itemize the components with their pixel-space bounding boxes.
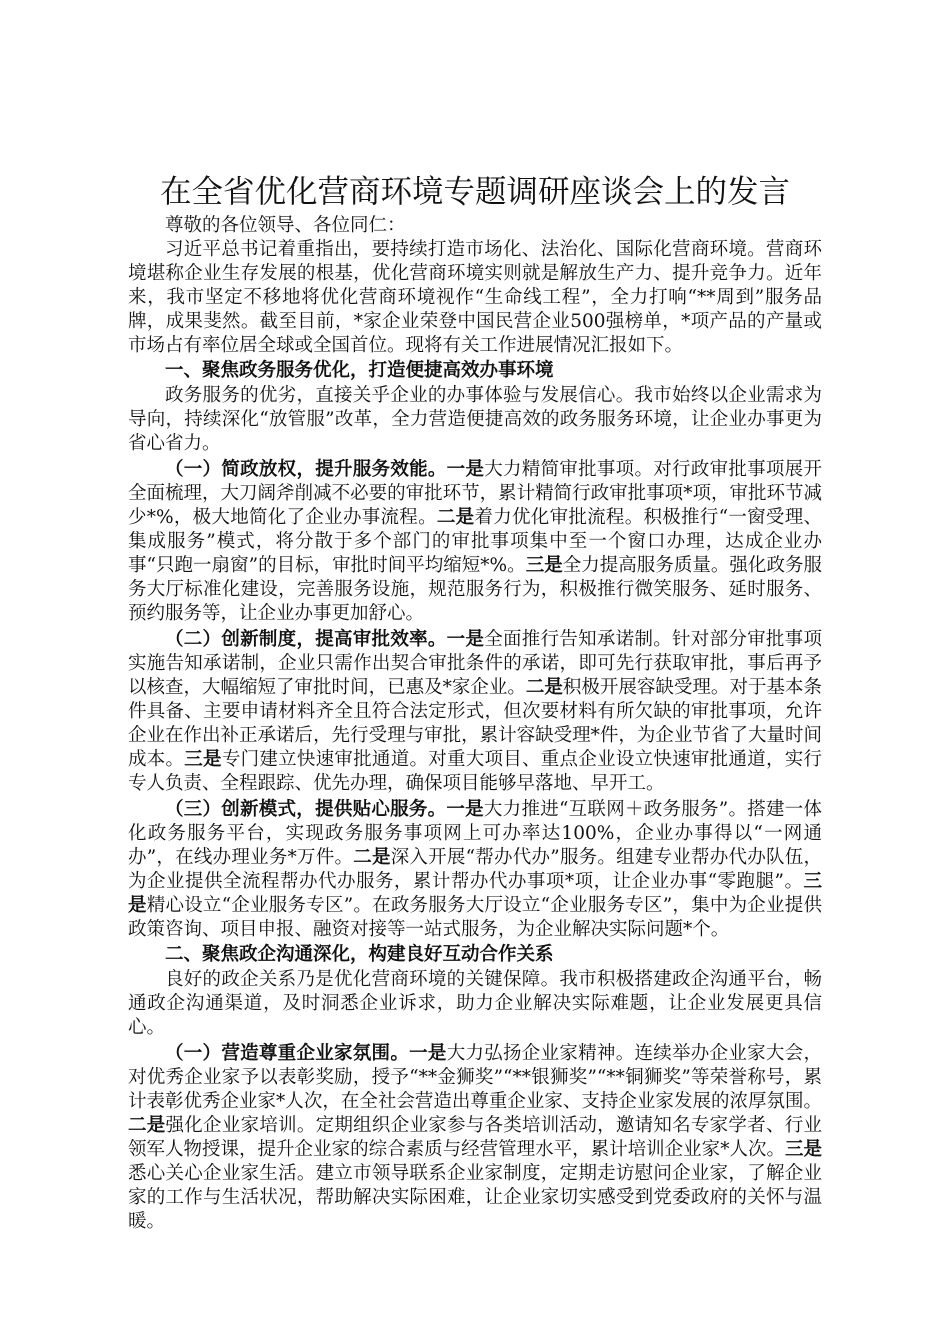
point-keyword: 二是 [525,677,563,698]
point-text: 大力弘扬企业家精神。连续举办企业家大会，对优秀企业家予以表彰奖励，授予“**金狮奖”“**银狮奖”“**铜狮奖”等荣誉称号，累计表彰优秀企业家*人次，在全社会营造出尊重企业家、支持企业家发展的浓厚氛围。 [128,1043,822,1112]
section-intro-2: 良好的政企关系乃是优化营商环境的关键保障。我市积极搭建政企沟通平台，畅通政企沟通渠道，及时洞悉企业诉求，助力企业解决实际难题，让企业发展更具信心。 [128,969,822,1038]
document-page [128,172,822,1234]
subsection-1-2 [128,628,822,796]
subsection-lead: （三）创新模式，提供贴心服务。 [165,799,447,820]
subsection-1-3 [128,798,822,942]
point-text: 全面推行告知承诺制。针对部分审批事项实施告知承诺制，企业只需作出契合审批条件的承诺，即可先行获取审批，事后再予以核查，大幅缩短了审批时间，已惠及*家企业。 [128,629,822,698]
intro-paragraph: 习近平总书记着重指出，要持续打造市场化、法治化、国际化营商环境。营商环境堪称企业生存发展的根基，优化营商环境实则就是解放生产力、提升竞争力。近年来，我市坚定不移地将优化营商环境视作“生命线工程”，全力打响“**周到”服务品牌，成果斐然。截至目前，*家企业荣登中国民营企业500强榜单，*项产品的产量或市场占有率位居全球或全国首位。现将有关工作进展情况汇报如下。 [128,239,822,356]
point-text: 全力提高服务质量。强化政务服务大厅标准化建设，完善服务设施，规范服务行为，积极推行微笑服务、延时服务、预约服务等，让企业办事更加舒心。 [128,555,822,624]
document-title: 在全省优化营商环境专题调研座谈会上的发言 [159,174,790,210]
point-keyword: 二是 [128,1115,166,1136]
point-text: 专门建立快速审批通道。对重大项目、重点企业设立快速审批通道，实行专人负责、全程跟踪、优先办理，确保项目能够早落地、早开工。 [128,749,822,794]
section-intro-1: 政务服务的优劣，直接关乎企业的办事体验与发展信心。我市始终以企业需求为导向，持续深化“放管服”改革，全力营造便捷高效的政务服务环境，让企业办事更为省心省力。 [128,385,822,454]
point-keyword: 一是 [446,629,485,650]
point-keyword: 一是 [446,459,485,480]
salutation: 尊敬的各位领导、各位同仁： [165,215,406,236]
point-text: 着力优化审批流程。积极推行“一窗受理、集成服务”模式，将分散于多个部门的审批事项集中至一个窗口办理，达成企业办事“只跑一扇窗”的目标，审批时间平均缩短*%。 [128,507,822,576]
subsection-lead: （一）简政放权，提升服务效能。 [165,459,447,480]
subsection-lead: （一）营造尊重企业家氛围。 [165,1043,410,1064]
point-text: 大力精简审批事项。对行政审批事项展开全面梳理，大刀阔斧削减不必要的审批环节，累计精简行政审批事项*项，审批环节减少*%，极大地简化了企业办事流程。 [128,459,822,528]
point-text: 悉心关心企业家生活。建立市领导联系企业家制度，定期走访慰问企业家，了解企业家的工作与生活状况，帮助解决实际困难，让企业家切实感受到党委政府的关怀与温暖。 [128,1163,822,1232]
subsection-2-1 [128,1042,822,1234]
point-keyword: 三是 [784,1139,822,1160]
point-text: 深入开展“帮办代办”服务。组建专业帮办代办队伍，为企业提供全流程帮办代办服务，累计帮办代办事项*项，让企业办事“零跑腿”。 [128,847,822,892]
section-heading-2: 二、聚焦政企沟通深化，构建良好互动合作关系 [165,944,554,965]
point-text: 大力推进“互联网＋政务服务”。搭建一体化政务服务平台，实现政务服务事项网上可办率达100%，企业办事得以“一网通办”，在线办理业务*万件。 [128,799,822,868]
point-keyword: 二是 [353,847,391,868]
point-text: 强化企业家培训。定期组织企业家参与各类培训活动，邀请知名专家学者、行业领军人物授课，提升企业家的综合素质与经营管理水平，累计培训企业家*人次。 [128,1115,822,1160]
point-keyword: 三是 [128,871,822,916]
point-keyword: 二是 [436,507,475,528]
point-keyword: 三是 [184,749,222,770]
section-heading-1: 一、聚焦政务服务优化，打造便捷高效办事环境 [165,360,554,381]
subsection-1-1 [128,458,822,626]
point-text: 精心设立“企业服务专区”。在政务服务大厅设立“企业服务专区”，集中为企业提供政策咨询、项目申报、融资对接等一站式服务，为企业解决实际问题*个。 [128,895,822,940]
point-keyword: 三是 [525,555,563,576]
point-keyword: 一是 [446,799,484,820]
point-keyword: 一是 [409,1043,447,1064]
subsection-lead: （二）创新制度，提高审批效率。 [165,629,447,650]
point-text: 积极开展容缺受理。对于基本条件具备、主要申请材料齐全且符合法定形式，但次要材料有所欠缺的审批事项，允许企业在作出补正承诺后，先行受理与审批，累计容缺受理*件，为企业节省了大量时间成本。 [128,677,822,770]
